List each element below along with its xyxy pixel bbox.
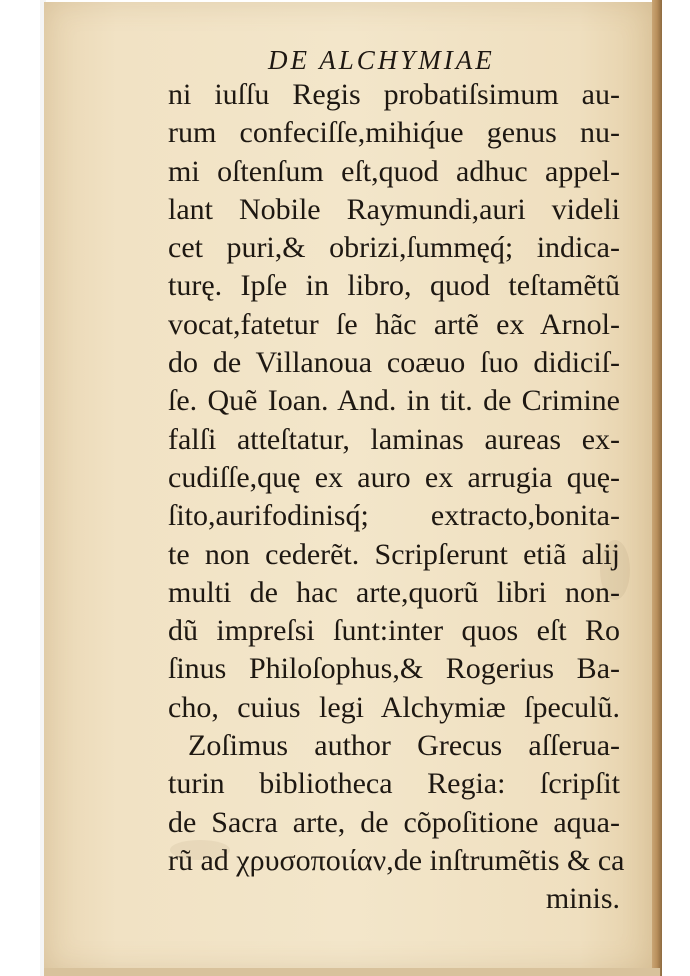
text-line: rum confeciſſe,mihiq́ue genus nu- [168, 116, 620, 150]
text-line: turę. Ipſe in libro, quod teſtamẽtũ [168, 269, 620, 303]
text-line: cho, cuius legi Alchymiæ ſpeculũ. [168, 690, 620, 724]
text-line: vocat,fatetur ſe hãc artẽ ex Arnol- [168, 307, 620, 341]
text-line: falſi atteſtatur, laminas aureas ex- [168, 422, 620, 456]
text-line: te non cederẽt. Scripſerunt etiã alij [168, 537, 620, 571]
text-line: ſito,aurifodinisq́; extracto,bonita- [168, 499, 620, 533]
text-line: ſe. Quẽ Ioan. And. in tit. de Crimine [168, 384, 620, 418]
page-right-edge [652, 0, 662, 976]
body-text [168, 76, 625, 919]
text-line: multi de hac arte,quorũ libri non- [168, 575, 620, 609]
text-line: rũ ad χρυσοποιίαν,de inſtrumẽtis & ca [168, 843, 625, 877]
text-line: mi oſtenſum eſt,quod adhuc appel- [168, 154, 620, 188]
paragraph-start-line: Zoſimus author Grecus aſſerua- [188, 729, 620, 763]
text-line: cudiſſe,quę ex auro ex arrugia quę- [168, 460, 620, 494]
text-line: ſinus Philoſophus,& Rogerius Ba- [168, 652, 620, 686]
text-line: dũ impreſsi ſunt:inter quos eſt Ro [168, 614, 620, 648]
text-line: lant Nobile Raymundi,auri videli [168, 192, 620, 226]
running-header: DE ALCHYMIAE [268, 45, 495, 75]
text-line: ni iuſſu Regis probatiſsimum au- [168, 78, 620, 111]
text-line: de Sacra arte, de cõpoſitione aqua- [168, 805, 620, 839]
text-line: do de Villanoua coæuo ſuo didiciſ- [168, 346, 620, 380]
page-bottom-edge [44, 968, 660, 976]
final-line: minis. [545, 882, 620, 916]
text-line: turin bibliotheca Regia: ſcripſit [168, 767, 620, 801]
text-line: cet puri,& obrizi,ſummęq́; indica- [168, 231, 620, 265]
